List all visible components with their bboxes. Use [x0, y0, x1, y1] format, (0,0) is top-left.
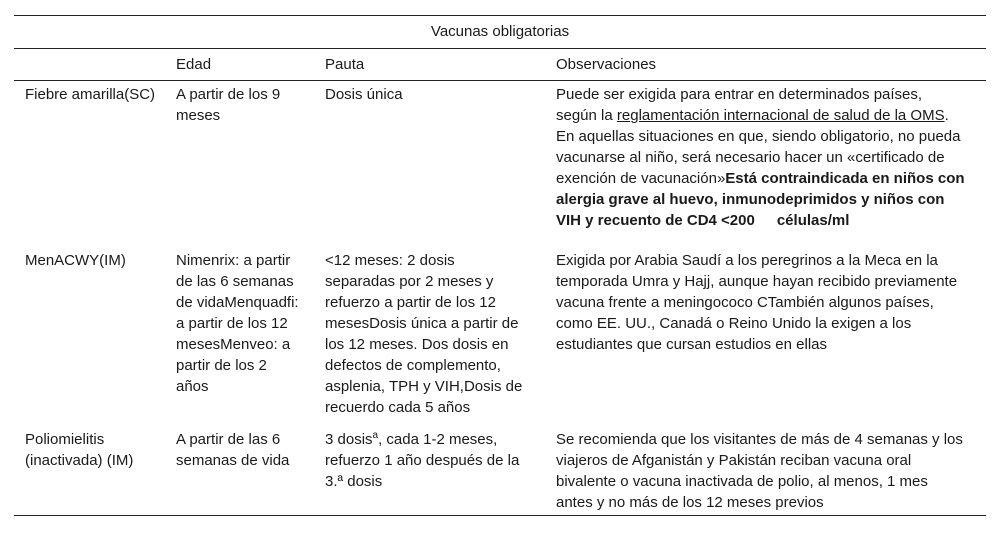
observations-cell — [545, 81, 986, 249]
header-pauta: Pauta — [325, 56, 365, 73]
schedule-cell: <12 meses: 2 dosis separadas por 2 meses y refuerzo a partir de los 12 mesesDosis única a partir de los 12 meses. Dos dosis en defectos de complemento, asplenia, TPH y VIH,Dosis de recuerdo cada 5 años — [325, 252, 523, 416]
who-regulation-link[interactable]: reglamentación internacional de salud de la OMS — [616, 107, 945, 124]
header-vacuna — [14, 49, 165, 80]
footnote-marker: a — [372, 430, 379, 441]
age-cell: A partir de las 6 semanas de vida — [176, 431, 290, 469]
obs-text-middle: . En aquellas situaciones en que, siendo obligatorio, no pueda vacunarse al niño, será necesario hacer un «certificado de exención de vacunación» — [556, 107, 961, 187]
table-row — [14, 428, 986, 515]
header-row — [14, 49, 986, 80]
obs-text-intro: Puede ser exigida para entrar en determinados países, según la — [556, 86, 923, 124]
table-caption: Vacunas obligatorias — [430, 23, 570, 40]
vaccine-name: Poliomielitis (inactivada) (IM) — [25, 431, 134, 469]
age-cell: Nimenrix: a partir de las 6 semanas de vidaMenquadfi: a partir de los 12 mesesMenveo: a partir de los 2 años — [176, 252, 299, 395]
observations-cell: Exigida por Arabia Saudí a los peregrinos a la Meca en la temporada Umra y Hajj, aunque hayan recibido previamente vacuna frente a meningococo CTambién algunos países, como EE. UU., Canadá o Reino Unido la exigen a los estudiantes que cursan estudios en ellas — [556, 252, 958, 353]
vaccine-name: Fiebre amarilla(SC) — [25, 86, 156, 103]
dose-count: 3 dosis — [325, 431, 373, 448]
contraindication-unit: células/ml — [776, 212, 850, 229]
vaccines-table — [14, 15, 986, 516]
header-observaciones: Observaciones — [556, 56, 657, 73]
schedule-cell — [314, 428, 545, 515]
contraindication-text: Está contraindicada en niños con alergia grave al huevo, inmunodeprimidos y niños con VIH y recuento de CD4 <200 — [556, 170, 965, 229]
bottom-rule — [14, 515, 986, 516]
header-edad: Edad — [176, 56, 212, 73]
dose-schedule: , cada 1-2 meses, refuerzo 1 año después de la 3.ª dosis — [325, 431, 520, 490]
table-row — [14, 249, 986, 428]
schedule-cell: Dosis única — [325, 86, 403, 103]
age-cell: A partir de los 9 meses — [176, 86, 281, 124]
table-row — [14, 81, 986, 249]
observations-cell: Se recomienda que los visitantes de más de 4 semanas y los viajeros de Afganistán y Pakistán reciban vacuna oral bivalente o vacuna inactivada de polio, al menos, 1 mes antes y no más de los 12 meses previos — [556, 431, 963, 511]
vaccine-name: MenACWY(IM) — [25, 252, 126, 269]
